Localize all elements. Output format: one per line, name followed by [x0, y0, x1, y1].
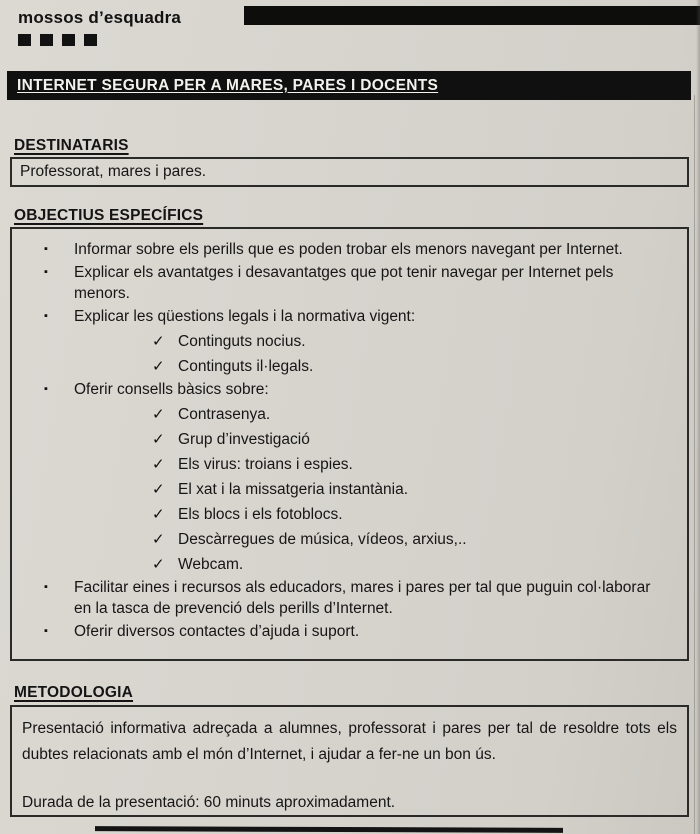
- list-item-text: Descàrregues de música, vídeos, arxius,..: [178, 531, 467, 548]
- bullet-icon: ▪: [44, 625, 48, 637]
- list-item-text: Oferir consells bàsics sobre:: [74, 381, 269, 398]
- list-item-text: Contrasenya.: [178, 406, 271, 423]
- list-item: [22, 454, 677, 475]
- list-item: [22, 621, 677, 642]
- duration-text: Durada de la presentació: 60 minuts aproximadament.: [22, 794, 396, 811]
- check-icon: ✓: [152, 456, 165, 473]
- section-heading-objectius: OBJECTIUS ESPECÍFICS: [14, 207, 204, 224]
- list-item: [22, 404, 677, 425]
- check-icon: ✓: [152, 531, 165, 548]
- scan-edge-line: [694, 95, 695, 834]
- list-item: [22, 262, 677, 304]
- check-icon: ✓: [152, 431, 165, 448]
- check-icon: ✓: [152, 406, 165, 423]
- list-item: [22, 504, 677, 525]
- header-black-bar: [244, 6, 700, 25]
- objectius-box: [10, 227, 689, 661]
- section-heading-destinataris: DESTINATARIS: [14, 137, 129, 154]
- list-item-text: Els blocs i els fotoblocs.: [178, 506, 343, 523]
- metodologia-box: [10, 705, 689, 817]
- list-item-text: Continguts nocius.: [178, 333, 306, 350]
- section-heading-metodologia: METODOLOGIA: [14, 684, 134, 701]
- bullet-icon: ▪: [44, 581, 48, 593]
- title-banner: [7, 71, 691, 100]
- logo-square-icon: [40, 34, 53, 46]
- mossos-desquadra-logo-text: mossos d’esquadra: [18, 8, 182, 27]
- check-icon: ✓: [152, 506, 165, 523]
- list-item: [22, 356, 677, 377]
- logo-squares: [18, 34, 97, 46]
- list-item: [22, 379, 677, 400]
- list-item-text: Els virus: troians i espies.: [178, 456, 353, 473]
- list-item: [22, 429, 677, 450]
- next-section-bar-cropped: [95, 826, 563, 833]
- logo-square-icon: [18, 34, 31, 46]
- check-icon: ✓: [152, 358, 165, 375]
- destinataris-text: Professorat, mares i pares.: [20, 163, 207, 180]
- list-item: [22, 239, 677, 260]
- document-title: INTERNET SEGURA PER A MARES, PARES I DOCENTS: [17, 76, 439, 94]
- list-item-text: Explicar els avantatges i desavantatges que pot tenir navegar per Internet pels menors.: [74, 264, 614, 302]
- list-item: [22, 529, 677, 550]
- check-icon: ✓: [152, 481, 165, 498]
- logo-square-icon: [84, 34, 97, 46]
- list-item: [22, 331, 677, 352]
- list-item-text: Facilitar eines i recursos als educadors, mares i pares per tal que puguin col·laborar en la tasca de prevenció dels perills d’Internet.: [74, 579, 651, 617]
- bullet-icon: ▪: [44, 266, 48, 278]
- list-item-text: Grup d’investigació: [178, 431, 310, 448]
- bullet-icon: ▪: [44, 383, 48, 395]
- list-item-text: Explicar les qüestions legals i la normativa vigent:: [74, 308, 416, 325]
- list-item-text: Webcam.: [178, 556, 244, 573]
- destinataris-box: [10, 157, 689, 187]
- list-item-text: Oferir diversos contactes d’ajuda i suport.: [74, 623, 360, 640]
- check-icon: ✓: [152, 333, 165, 350]
- list-item: [22, 479, 677, 500]
- objectius-list: [22, 239, 677, 642]
- list-item: [22, 577, 677, 619]
- metodologia-paragraph: Presentació informativa adreçada a alumnes, professorat i pares per tal de resoldre tots els dubtes relacionats amb el món d’Internet, i ajudar a fer-ne un bon ús.: [22, 720, 677, 763]
- list-item: [22, 306, 677, 327]
- check-icon: ✓: [152, 556, 165, 573]
- list-item: [22, 554, 677, 575]
- bullet-icon: ▪: [44, 310, 48, 322]
- list-item-text: Continguts il·legals.: [178, 358, 314, 375]
- list-item-text: El xat i la missatgeria instantània.: [178, 481, 409, 498]
- scan-edge-shadow: [696, 0, 700, 834]
- logo-square-icon: [62, 34, 75, 46]
- bullet-icon: ▪: [44, 243, 48, 255]
- list-item-text: Informar sobre els perills que es poden trobar els menors navegant per Internet.: [74, 241, 623, 258]
